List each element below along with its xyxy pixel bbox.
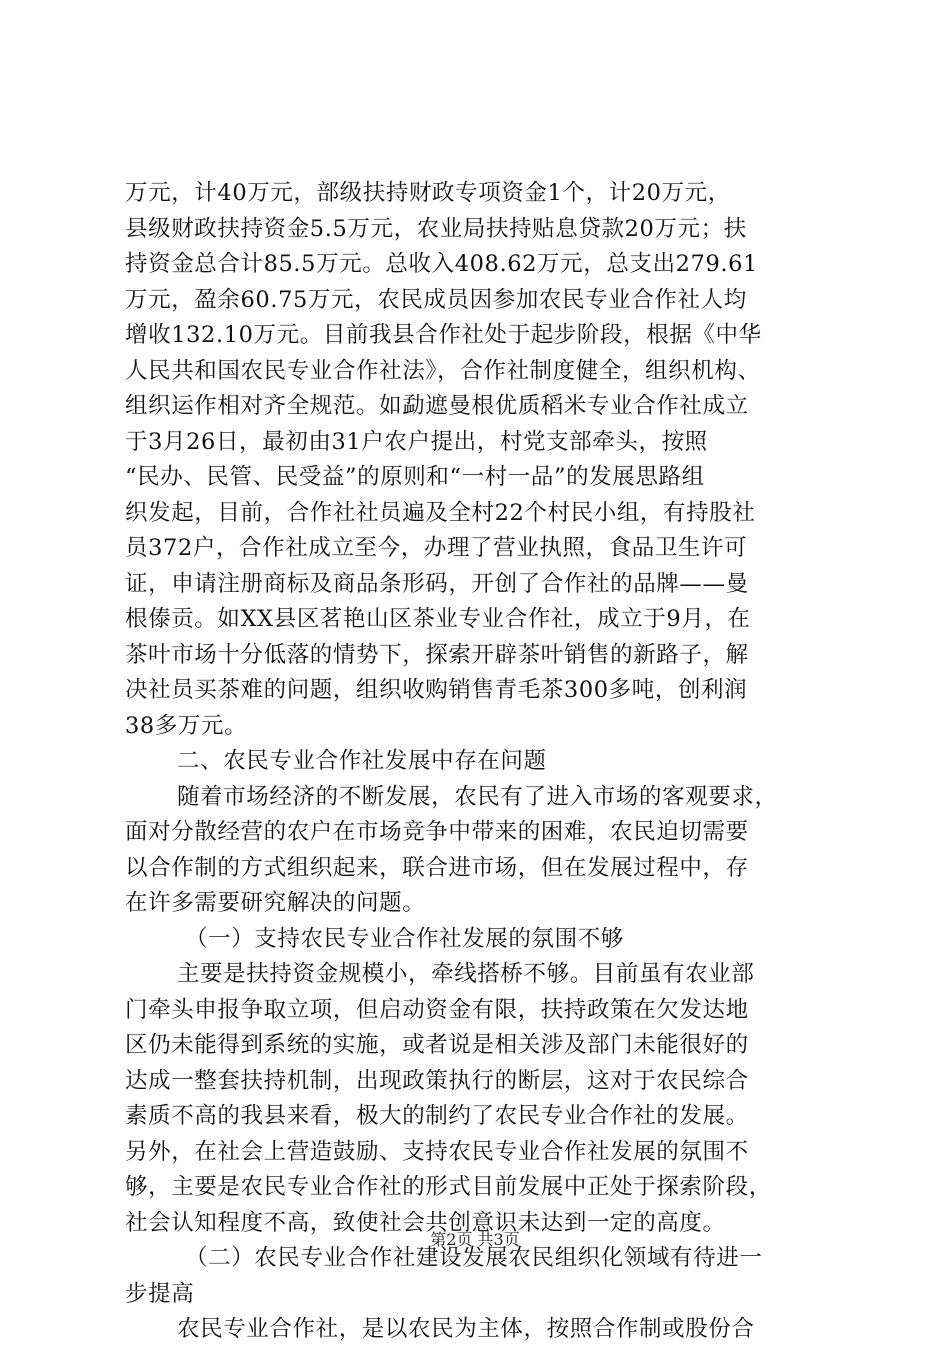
text-line: 持资金总合计85.5万元。总收入408.62万元，总支出279.61 [125,251,758,277]
text-line: 素质不高的我县来看，极大的制约了农民专业合作社的发展。 [125,1103,749,1129]
subsection-heading: （二）农民专业合作社建设发展农民组织化领域有待进一 [185,1245,763,1271]
paragraph-first-line: 农民专业合作社，是以农民为主体，按照合作制或股份合 [177,1316,755,1342]
text-line: 达成一整套扶持机制，出现政策执行的断层，这对于农民综合 [125,1067,749,1094]
text-line: 在许多需要研究解决的问题。 [125,890,426,916]
text-line: 根傣贡。如XX县区茗艳山区茶业专业合作社，成立于9月，在 [125,606,751,632]
text-line: 38多万元。 [125,712,248,739]
paragraph-first-line: 主要是扶持资金规模小，牵线搭桥不够。目前虽有农业部 [177,961,755,987]
document-body [125,176,841,1348]
text-line: “民办、民管、民受益”的原则和“一村一品”的发展思路组 [125,464,705,490]
text-line: 于3月26日，最初由31户农户提出，村党支部牵头，按照 [125,428,708,455]
section-heading: 二、农民专业合作社发展中存在问题 [177,748,547,774]
page-footer [0,1230,950,1250]
text-line: 另外，在社会上营造鼓励、支持农民专业合作社发展的氛围不 [125,1138,749,1165]
text-line: 增收132.10万元。目前我县合作社处于起步阶段，根据《中华 [125,322,762,348]
paragraph-first-line: 随着市场经济的不断发展，农民有了进入市场的客观要求， [177,783,778,810]
page-number: 第2页 共3页 [430,1230,520,1249]
text-line: 决社员买茶难的问题，组织收购销售青毛茶300多吨，创利润 [125,677,748,703]
text-line: 够，主要是农民专业合作社的形式目前发展中正处于探索阶段， [125,1174,772,1200]
text-line: 万元，盈余60.75万元，农民成员因参加农民专业合作社人均 [125,286,747,313]
text-line: 人民共和国农民专业合作社法》，合作社制度健全，组织机构、 [125,357,761,384]
text-line: 证，申请注册商标及商品条形码，开创了合作社的品牌——曼 [125,570,749,597]
text-line: 以合作制的方式组织起来，联合进市场，但在发展过程中，存 [125,854,749,881]
text-line: 组织运作相对齐全规范。如勐遮曼根优质稻米专业合作社成立 [125,393,749,419]
text-line: 茶叶市场十分低落的情势下，探索开辟茶叶销售的新路子，解 [125,641,749,668]
text-line: 县级财政扶持资金5.5万元，农业局扶持贴息贷款20万元；扶 [125,215,747,242]
text-line: 万元，计40万元，部级扶持财政专项资金1个，计20万元， [125,180,731,206]
text-line: 员372户，合作社成立至今，办理了营业执照，食品卫生许可 [125,535,748,561]
text-line: 织发起，目前，合作社社员遍及全村22个村民小组，有持股社 [125,499,756,526]
text-line: 社会认知程度不高，致使社会共创意识未达到一定的高度。 [125,1209,726,1236]
text-line: 区仍未能得到系统的实施，或者说是相关涉及部门未能很好的 [125,1032,749,1058]
subsection-heading: （一）支持农民专业合作社发展的氛围不够 [185,925,624,952]
text-line: 门牵头申报争取立项，但启动资金有限，扶持政策在欠发达地 [125,996,749,1023]
text-line: 步提高 [125,1280,195,1307]
text-line: 面对分散经营的农户在市场竞争中带来的困难，农民迫切需要 [125,819,749,845]
